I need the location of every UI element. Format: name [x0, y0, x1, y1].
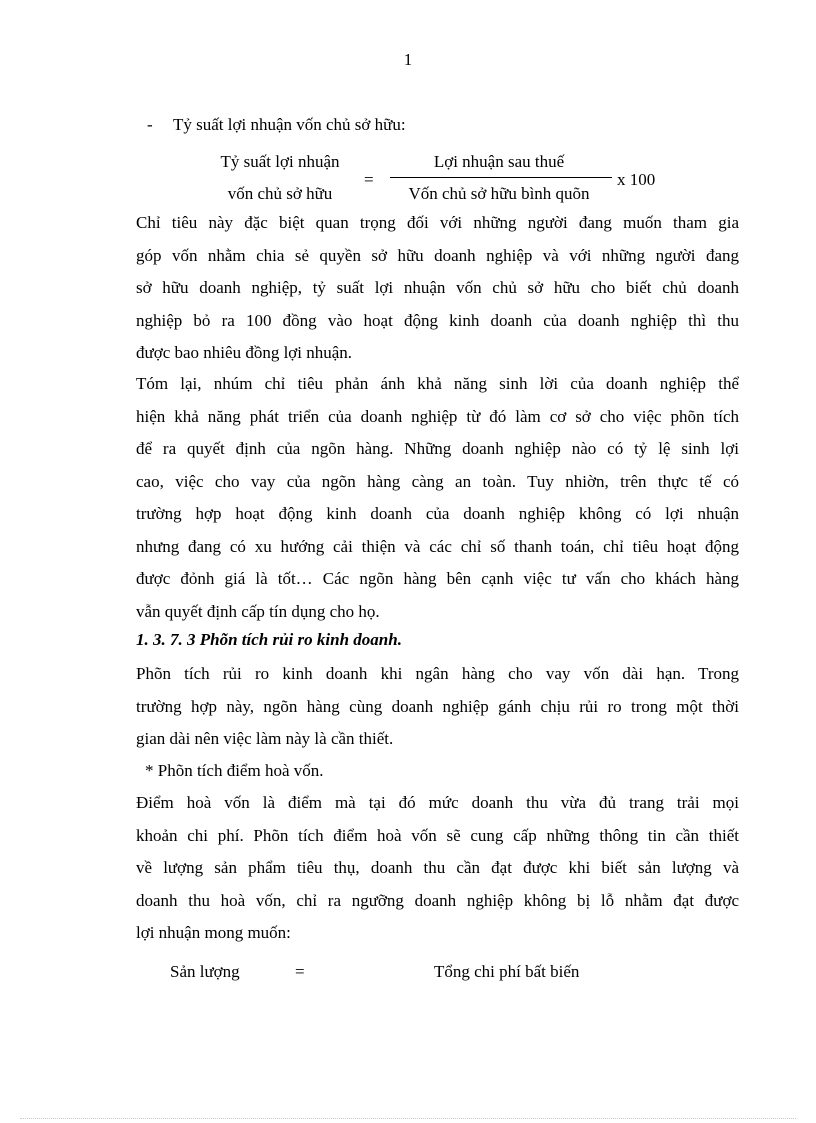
- text-line: được đỏnh giá là tốt… Các ngõn hàng bên cạnh việc tư vấn cho khách hàng: [136, 569, 739, 588]
- formula2-right: Tổng chi phí bất biến: [434, 962, 580, 981]
- paragraph-roe-explanation: [136, 207, 739, 370]
- text-line: Phõn tích rủi ro kinh doanh khi ngân hàng cho vay vốn dài hạn. Trong: [136, 664, 739, 683]
- paragraph-summary: [136, 368, 739, 628]
- text-line: góp vốn nhằm chia sẻ quyền sở hữu doanh nghiệp và với những người đang: [136, 245, 739, 265]
- text-line: nghiệp bỏ ra 100 đồng vào hoạt động kinh doanh của doanh nghiệp thì thu: [136, 310, 739, 330]
- text-line: Tóm lại, nhúm chỉ tiêu phản ánh khả năng sinh lời của doanh nghiệp thể: [136, 374, 739, 393]
- text-line: vẫn quyết định cấp tín dụng cho họ.: [136, 601, 380, 621]
- text-line: để ra quyết định của ngõn hàng. Những doanh nghiệp nào có tỷ lệ sinh lợi: [136, 439, 739, 458]
- formula-left-line1: Tỷ suất lợi nhuận: [220, 152, 340, 171]
- paragraph-risk-analysis: [136, 658, 739, 756]
- text-line: Điểm hoà vốn là điểm mà tại đó mức doanh thu vừa đủ trang trải mọi: [136, 793, 739, 812]
- formula-left-line2: vốn chủ sở hữu: [227, 184, 333, 203]
- text-line: về lượng sản phẩm tiêu thụ, doanh thu cần đạt được khi biết sản lượng và: [136, 858, 739, 877]
- text-line: gian dài nên việc làm này là cần thiết.: [136, 729, 394, 748]
- bullet-dash: -: [147, 115, 153, 134]
- text-line: hiện khả năng phát triển của doanh nghiệp từ đó làm cơ sở cho việc phõn tích: [136, 406, 739, 426]
- text-line: lợi nhuận mong muốn:: [136, 923, 291, 942]
- text-line: trường hợp này, ngõn hàng cùng doanh nghiệp gánh chịu rủi ro trong một thời: [136, 696, 739, 716]
- page-bottom-rule: [20, 1118, 796, 1119]
- page-number: 1: [403, 50, 413, 69]
- bullet-line: [147, 115, 406, 135]
- text-line: được bao nhiêu đồng lợi nhuận.: [136, 343, 353, 362]
- formula-equals: =: [364, 170, 374, 189]
- formula-numerator: Lợi nhuận sau thuế: [433, 152, 565, 171]
- formula2-equals: =: [295, 962, 305, 981]
- text-line: sở hữu doanh nghiệp, tỷ suất lợi nhuận vốn chủ sở hữu cho biết chủ doanh: [136, 278, 739, 297]
- formula2-left: Sản lượng: [170, 962, 240, 981]
- sub-item-breakeven: * Phõn tích điểm hoà vốn.: [145, 761, 324, 780]
- text-line: cao, việc cho vay của ngõn hàng càng an toàn. Tuy nhiờn, trên thực tế có: [136, 471, 739, 491]
- bullet-text: Tỷ suất lợi nhuận vốn chủ sở hữu:: [173, 115, 406, 134]
- text-line: Chỉ tiêu này đặc biệt quan trọng đối với những người đang muốn tham gia: [136, 213, 739, 232]
- formula-denominator: Vốn chủ sở hữu bình quõn: [408, 184, 590, 203]
- section-heading: 1. 3. 7. 3 Phõn tích rủi ro kinh doanh.: [136, 630, 402, 649]
- text-line: khoản chi phí. Phõn tích điểm hoà vốn sẽ cung cấp những thông tin cần thiết: [136, 825, 739, 845]
- text-line: doanh thu hoà vốn, chỉ ra ngưỡng doanh nghiệp không bị lỗ nhằm đạt được: [136, 890, 739, 910]
- formula-multiplier: x 100: [617, 170, 656, 189]
- paragraph-breakeven: [136, 787, 739, 950]
- text-line: trường hợp hoạt động kinh doanh của doanh nghiệp không có lợi nhuận: [136, 504, 739, 523]
- formula-left-term: [200, 146, 360, 210]
- text-line: nhưng đang có xu hướng cải thiện và các chỉ số thanh toán, chỉ tiêu hoạt động: [136, 536, 739, 556]
- fraction-bar: [390, 177, 612, 178]
